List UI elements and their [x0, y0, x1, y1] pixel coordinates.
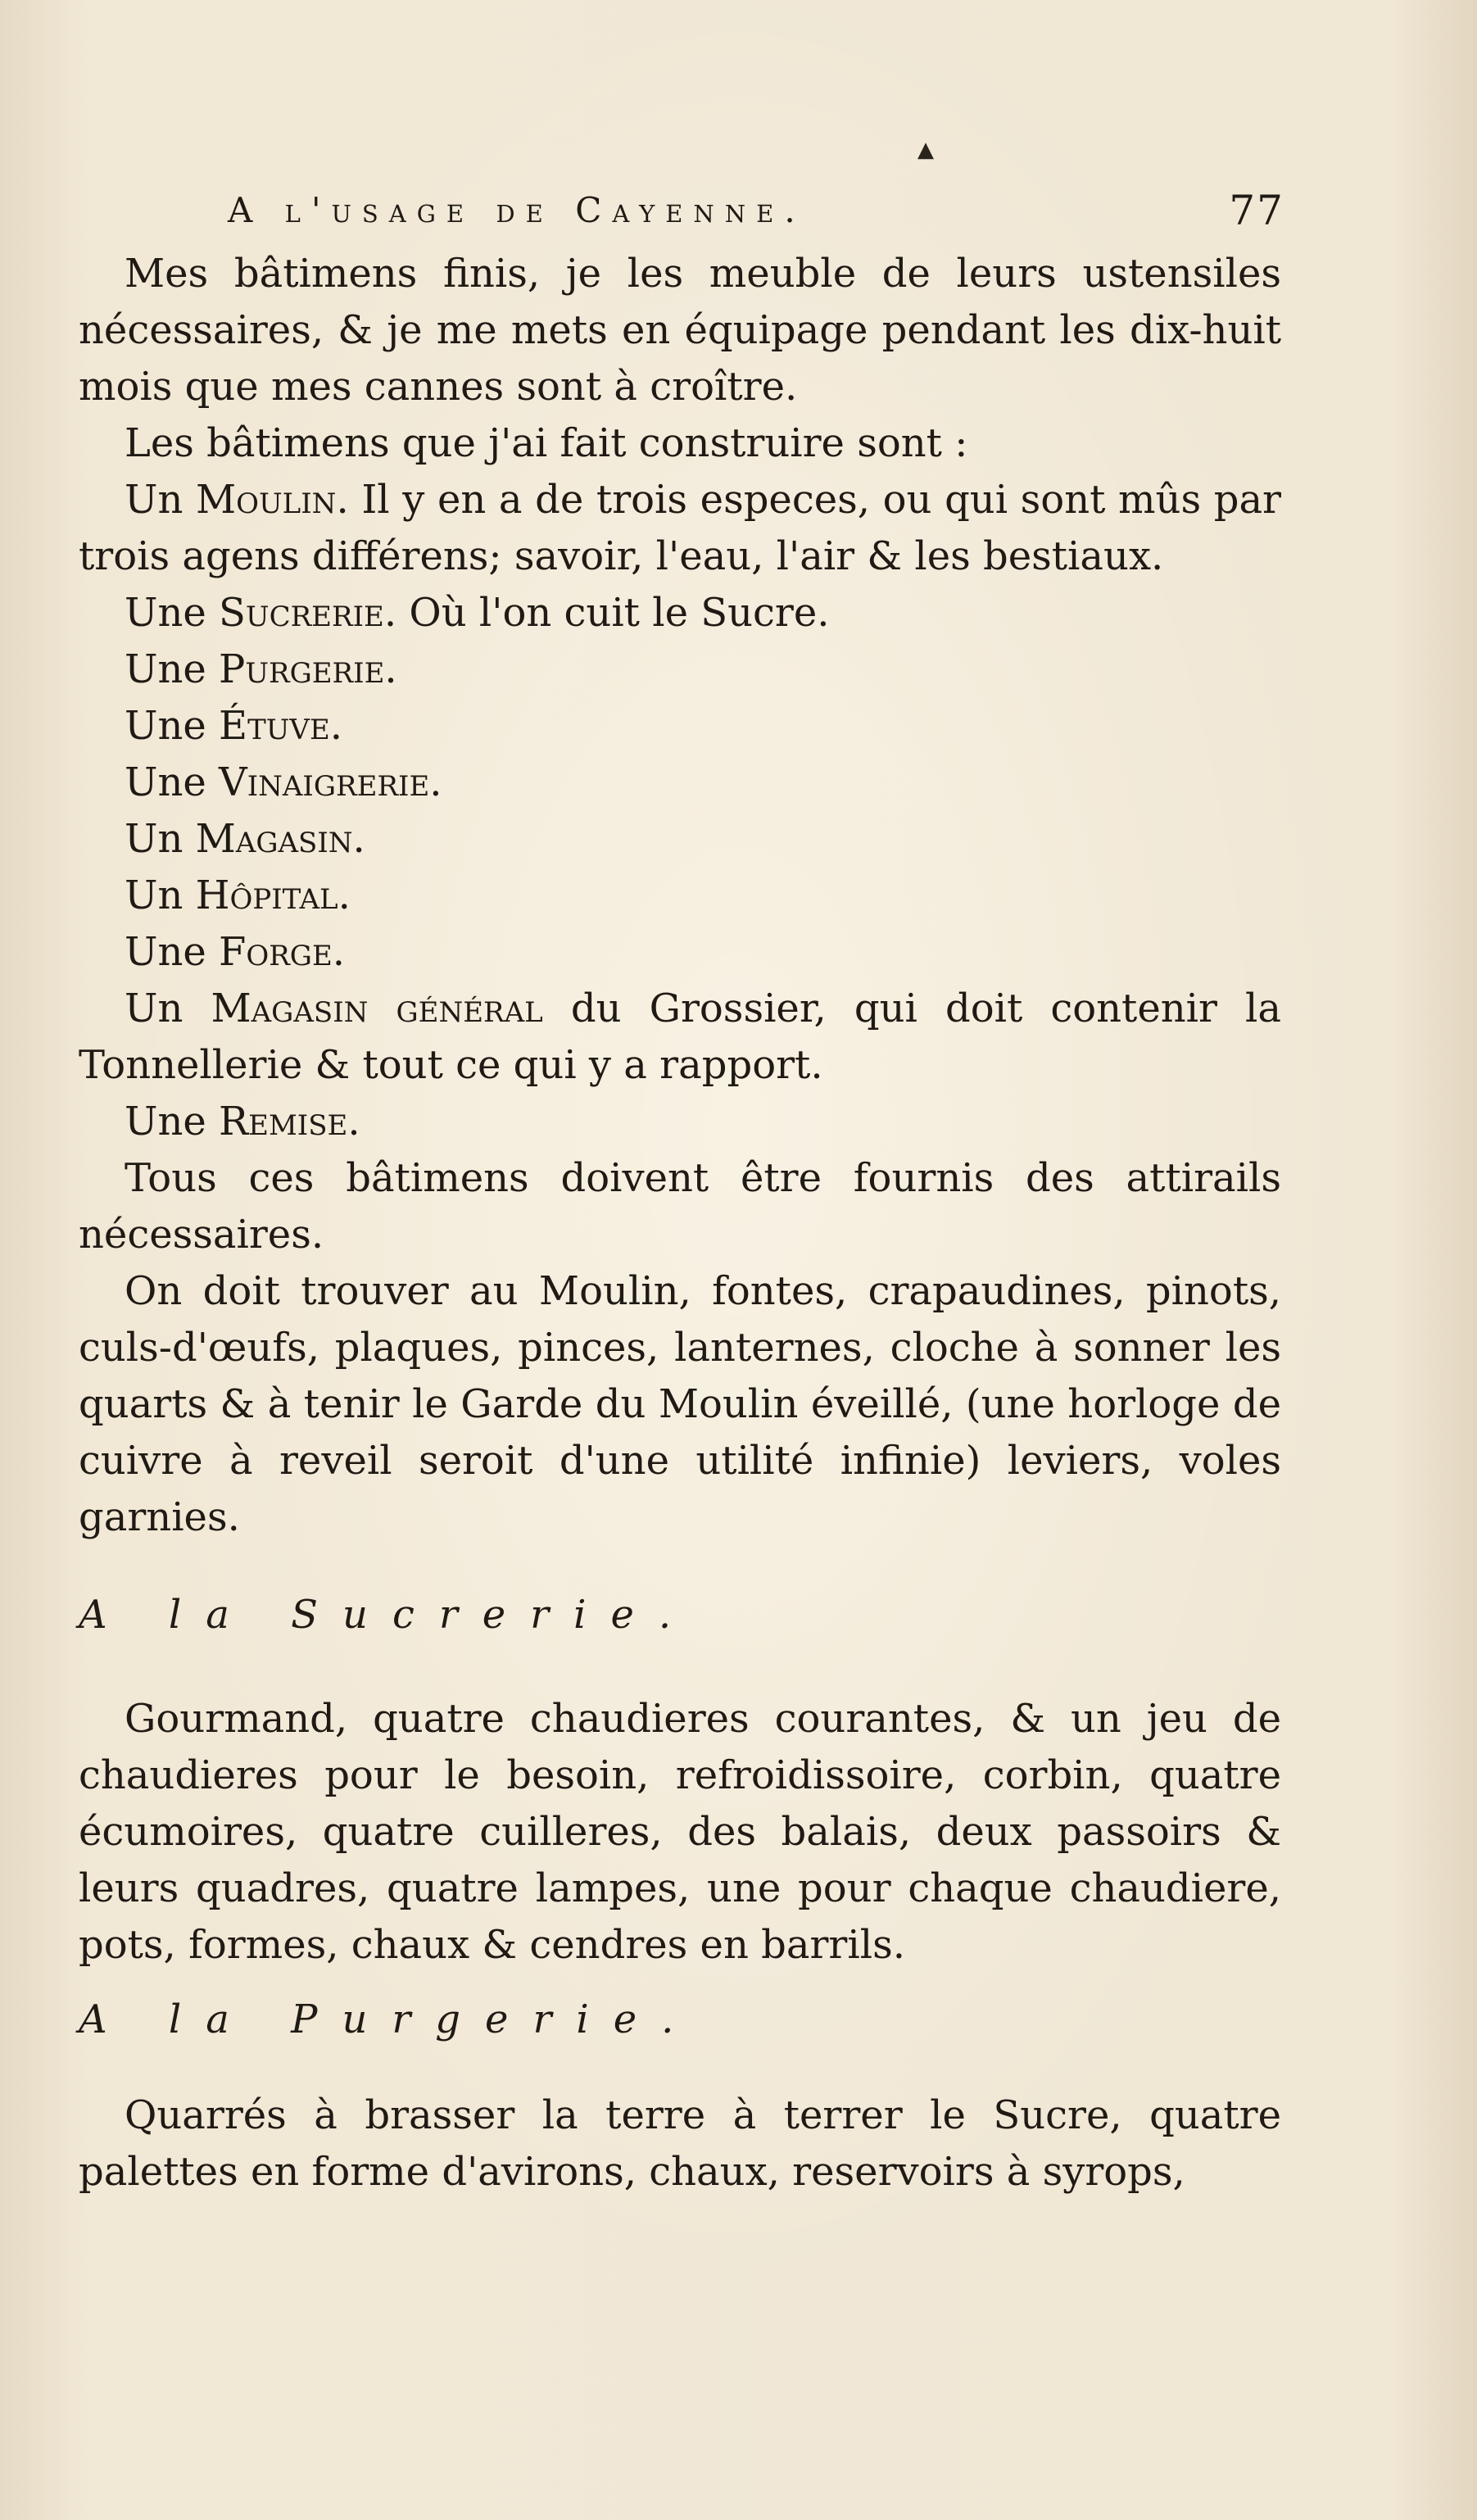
item-article: Un	[125, 816, 196, 862]
paragraph-intro: Mes bâtimens finis, je les meuble de leurs ustensiles nécessaires, & je me mets en équipage pendant les dix-huit mois que mes cannes sont à croître.	[79, 251, 1281, 410]
item-article: Une	[125, 929, 220, 975]
item-article: Un	[125, 477, 196, 523]
paragraph-hopital	[79, 868, 1281, 924]
page-number: 77	[1229, 187, 1284, 234]
section-heading-purgerie: A la Purgerie.	[79, 1997, 699, 2042]
paragraph-magasin-general	[79, 981, 1281, 1094]
paragraph-etuve	[79, 698, 1281, 755]
item-article: Une	[125, 646, 220, 692]
item-label-forge: Forge	[219, 929, 333, 975]
paragraph-purgerie-equipment: Quarrés à brasser la terre à terrer le Sucre, quatre palettes en forme d'avirons, chaux, reservoirs à syrops,	[79, 2092, 1281, 2195]
paragraph-purgerie	[79, 641, 1281, 698]
paragraph-vinaigrerie	[79, 755, 1281, 811]
item-punctuation: .	[347, 1099, 360, 1144]
item-article: Une	[125, 1099, 220, 1144]
item-punctuation: .	[338, 872, 351, 918]
paragraph-list-intro: Les bâtimens que j'ai fait construire sont :	[125, 420, 968, 466]
paragraph-remise	[79, 1094, 1281, 1150]
item-article: Une	[125, 703, 220, 749]
item-label-sucrerie: Sucrerie	[219, 590, 384, 636]
item-punctuation: .	[329, 703, 343, 749]
item-label-vinaigrerie: Vinaigrerie	[219, 759, 430, 805]
item-label-etuve: Étuve	[219, 703, 330, 749]
item-label-hopital: Hôpital	[195, 872, 338, 918]
item-label-magasin-general: Magasin général	[211, 986, 543, 1031]
paragraph-sucrerie	[79, 585, 1281, 641]
paragraph-moulin-equipment: On doit trouver au Moulin, fontes, crapaudines, pinots, culs-d'œufs, plaques, pinces, lanternes, cloche à sonner les quarts & à tenir le Garde du Moulin éveillé, (une horloge de cuivre à reveil seroit d'une utilité infinie) leviers, voles garnies.	[79, 1268, 1281, 1540]
item-label-magasin: Magasin	[195, 816, 353, 862]
paragraph-sucrerie-equipment: Gourmand, quatre chaudieres courantes, & un jeu de chaudieres pour le besoin, refroidissoire, corbin, quatre écumoires, quatre cuilleres, des balais, deux passoirs & leurs quadres, quatre lampes, une pour chaque chaudiere, pots, formes, chaux & cendres en barrils.	[79, 1696, 1281, 1968]
item-description: . Où l'on cuit le Sucre.	[383, 590, 830, 636]
section-heading-sucrerie: A la Sucrerie.	[79, 1592, 696, 1638]
item-description: du Grossier, qui doit contenir la Tonnellerie & tout ce qui y a rapport.	[79, 986, 1282, 1088]
item-article: Une	[125, 759, 220, 805]
item-article: Un	[125, 872, 196, 918]
item-punctuation: .	[429, 759, 442, 805]
item-article: Un	[125, 986, 211, 1031]
item-punctuation: .	[384, 646, 397, 692]
item-article: Une	[125, 590, 220, 636]
item-punctuation: .	[352, 816, 365, 862]
item-label-purgerie: Purgerie	[219, 646, 385, 692]
paragraph-attirails: Tous ces bâtimens doivent être fournis des attirails nécessaires.	[79, 1155, 1281, 1258]
item-description: . Il y en a de trois especes, ou qui sont mûs par trois agens différens; savoir, l'eau, l'air & les bestiaux.	[79, 477, 1282, 579]
item-label-remise: Remise	[219, 1099, 348, 1144]
ornament-mark: ▲	[917, 138, 934, 162]
paragraph-moulin	[79, 472, 1281, 585]
running-head	[228, 187, 1284, 247]
item-label-moulin: Moulin	[196, 477, 337, 523]
page-body	[79, 246, 1281, 2200]
item-punctuation: .	[332, 929, 346, 975]
paragraph-magasin	[79, 811, 1281, 868]
running-title: A l'usage de Cayenne.	[228, 190, 806, 230]
paragraph-forge	[79, 924, 1281, 981]
